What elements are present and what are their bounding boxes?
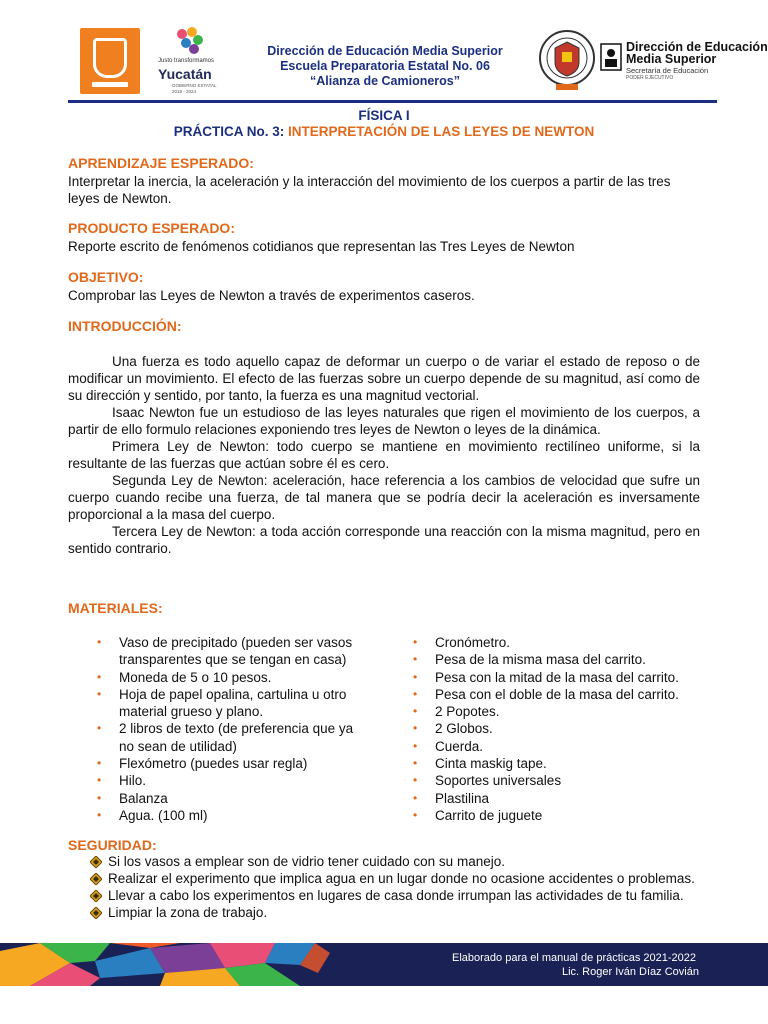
list-item: • Vaso de precipitado (pueden ser vasos transparentes que se tengan en casa)	[94, 634, 366, 669]
list-item: Limpiar la zona de trabajo.	[86, 904, 726, 921]
yucatan-emblem-icon	[174, 26, 204, 56]
list-item: • Plastilina	[410, 790, 710, 807]
practice-title	[0, 124, 768, 139]
diamond-bullet-icon	[90, 890, 102, 902]
list-item: • Flexómetro (puedes usar regla)	[94, 755, 366, 772]
dems-emblem-icon	[600, 43, 622, 71]
diamond-bullet-icon	[90, 856, 102, 868]
producto-heading: PRODUCTO ESPERADO:	[68, 220, 235, 236]
school-header	[240, 44, 530, 89]
list-item: • Cronómetro.	[410, 634, 710, 651]
practice-number: PRÁCTICA No. 3:	[173, 124, 285, 139]
school-seal-icon	[538, 26, 596, 94]
gobierno-yucatan-logo	[156, 26, 226, 96]
list-item: Realizar el experimento que implica agua en un lugar donde no ocasione accidentes o problemas.	[86, 870, 726, 887]
list-item: • Soportes universales	[410, 772, 710, 789]
objetivo-heading: OBJETIVO:	[68, 269, 144, 285]
list-item: • Carrito de juguete	[410, 807, 710, 824]
list-item: • Pesa de la misma masa del carrito.	[410, 651, 710, 668]
list-item: • Balanza	[94, 790, 366, 807]
list-item: • Cuerda.	[410, 738, 710, 755]
header-line-3: “Alianza de Camioneros”	[309, 74, 461, 88]
dems-logo	[600, 40, 768, 84]
introduccion-heading: INTRODUCCIÓN:	[68, 318, 182, 334]
intro-paragraph: Segunda Ley de Newton: aceleración, hace referencia a los cambios de velocidad que sufre un cuerpo cuando recibe una fuerza, de tal manera que se podría decir la aceleración es inversamente proporcional a la masa del cuerpo.	[68, 473, 700, 522]
objetivo-text: Comprobar las Leyes de Newton a través de experimentos caseros.	[68, 288, 475, 303]
producto-text: Reporte escrito de fenómenos cotidianos que representan las Tres Leyes de Newton	[68, 239, 575, 254]
intro-paragraph: Una fuerza es todo aquello capaz de deformar un cuerpo o de variar el estado de reposo o de modificar un movimiento. El efecto de las fuerzas sobre un cuerpo depende de su magnitud, así como de su dirección y sentido, por tanto, la fuerza es una magnitud vectorial.	[68, 354, 700, 403]
dems-title-2: Media Superior	[626, 52, 717, 66]
materiales-heading: MATERIALES:	[68, 600, 163, 616]
list-item: • 2 Popotes.	[410, 703, 710, 720]
introduccion-body	[68, 353, 700, 557]
list-item: • Agua. (100 ml)	[94, 807, 366, 824]
aprendizaje-heading: APRENDIZAJE ESPERADO:	[68, 155, 254, 171]
list-item: • Cinta maskig tape.	[410, 755, 710, 772]
diamond-bullet-icon	[90, 907, 102, 919]
seguridad-list	[86, 853, 726, 921]
dems-title-1: Dirección de Educación	[626, 40, 768, 54]
footer-credit-line: Elaborado para el manual de prácticas 2021-2022	[452, 952, 696, 964]
list-item: Si los vasos a emplear son de vidrio tener cuidado con su manejo.	[86, 853, 726, 870]
intro-paragraph: Isaac Newton fue un estudioso de las leyes naturales que rigen el movimiento de los cuerpos, a partir de ello formulo relaciones exponiendo tres leyes de Newton o leyes de la dinámica.	[68, 405, 700, 437]
dems-small: PODER EJECUTIVO	[626, 75, 674, 81]
logo-state-text: Yucatán	[158, 66, 212, 82]
list-item: Llevar a cabo los experimentos en lugares de casa donde irrumpan las actividades de tu familia.	[86, 887, 726, 904]
list-item: • Pesa con el doble de la masa del carrito.	[410, 686, 710, 703]
aprendizaje-text: Interpretar la inercia, la aceleración y la interacción del movimiento de los cuerpos a partir de las tres leyes de Newton.	[68, 174, 671, 206]
list-item: • 2 libros de texto (de preferencia que ya no sean de utilidad)	[94, 720, 366, 755]
header-divider	[68, 100, 717, 103]
yucatan-shield-logo	[80, 28, 140, 94]
logo-sub-text: GOBIERNO ESTATAL 2018 - 2024	[172, 83, 217, 94]
intro-paragraph: Tercera Ley de Newton: a toda acción corresponde una reacción con la misma magnitud, pero en sentido contrario.	[68, 524, 700, 556]
subject-title: FÍSICA I	[358, 108, 410, 123]
list-item: • Hoja de papel opalina, cartulina u otro material grueso y plano.	[94, 686, 366, 721]
intro-paragraph: Primera Ley de Newton: todo cuerpo se mantiene en movimiento rectilíneo uniforme, si la resultante de las fuerzas que actúan sobre él es cero.	[68, 439, 700, 471]
materiales-list-right	[410, 634, 710, 824]
list-item: • Hilo.	[94, 772, 366, 789]
list-item: • 2 Globos.	[410, 720, 710, 737]
logo-brand-text: Justo transformamos	[158, 58, 215, 64]
header-line-2: Escuela Preparatoria Estatal No. 06	[280, 59, 490, 73]
footer-author-line: Lic. Roger Iván Díaz Covián	[562, 966, 699, 978]
diamond-bullet-icon	[90, 873, 102, 885]
seguridad-heading: SEGURIDAD:	[68, 837, 157, 853]
dems-subtitle: Secretaría de Educación	[626, 66, 709, 75]
decorative-color-art	[0, 943, 330, 986]
header-line-1: Dirección de Educación Media Superior	[267, 44, 503, 58]
list-item: • Moneda de 5 o 10 pesos.	[94, 669, 366, 686]
practice-name: INTERPRETACIÓN DE LAS LEYES DE NEWTON	[287, 124, 595, 139]
materiales-list-left	[94, 634, 366, 824]
list-item: • Pesa con la mitad de la masa del carrito.	[410, 669, 710, 686]
